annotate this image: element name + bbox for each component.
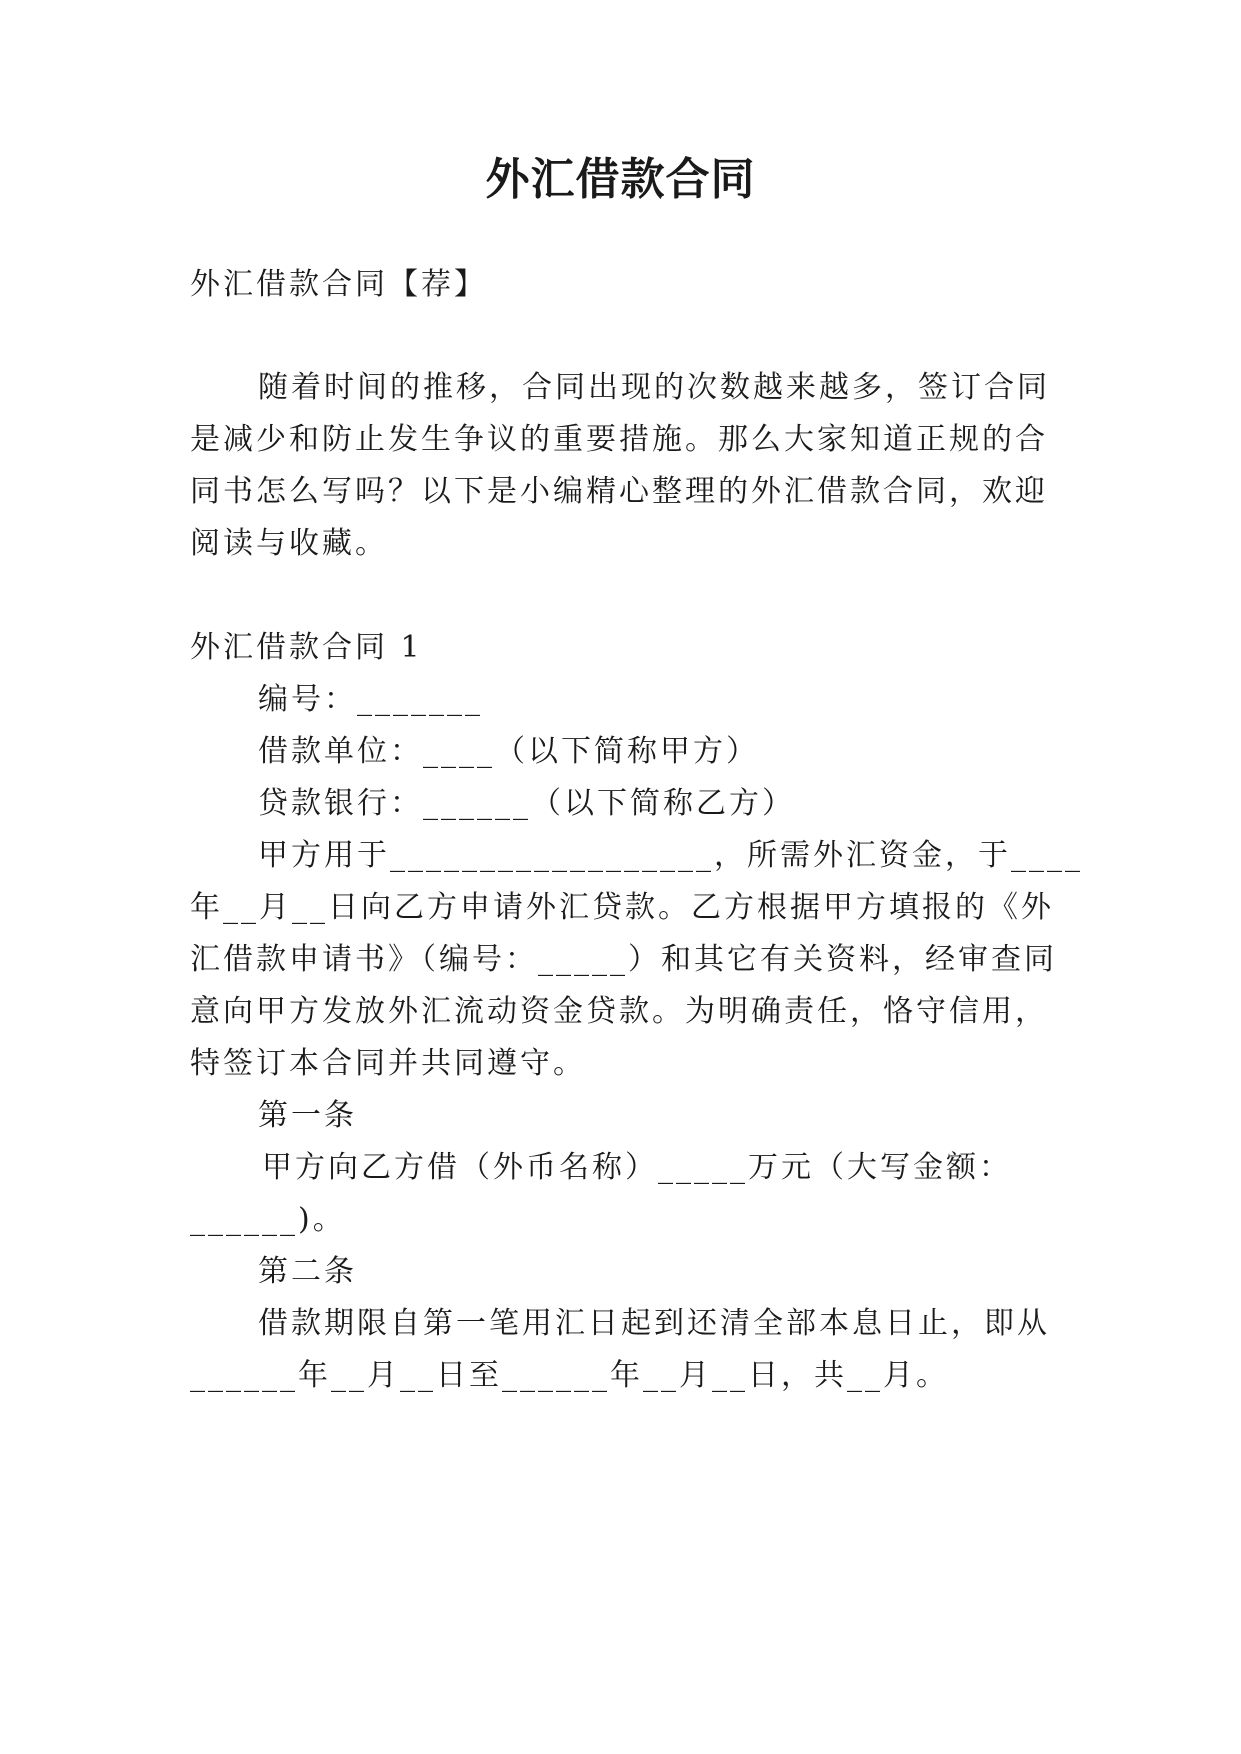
article-2-line-2: ______年__月__日至______年__月__日，共__月。 bbox=[190, 1358, 949, 1393]
intro-line-2: 是减少和防止发生争议的重要措施。那么大家知道正规的合 bbox=[190, 422, 1048, 457]
body-line-5: 特签订本合同并共同遵守。 bbox=[190, 1046, 586, 1081]
body-line-1: 甲方用于__________________，所需外汇资金，于____ bbox=[258, 838, 1083, 873]
field-lender: 贷款银行：______（以下简称乙方） bbox=[258, 786, 795, 821]
article-1-heading: 第一条 bbox=[258, 1098, 357, 1133]
document-title: 外汇借款合同 bbox=[485, 154, 756, 205]
field-number: 编号：_______ bbox=[258, 682, 483, 717]
body-line-4: 意向甲方发放外汇流动资金贷款。为明确责任，恪守信用， bbox=[190, 994, 1048, 1029]
intro-line-3: 同书怎么写吗？以下是小编精心整理的外汇借款合同，欢迎 bbox=[190, 474, 1048, 509]
intro-line-1: 随着时间的推移，合同出现的次数越来越多，签订合同 bbox=[258, 370, 1050, 405]
article-1-line-2: ______)。 bbox=[190, 1202, 346, 1237]
body-line-2: 年__月__日向乙方申请外汇贷款。乙方根据甲方填报的《外 bbox=[190, 890, 1054, 925]
intro-line-4: 阅读与收藏。 bbox=[190, 526, 388, 561]
field-borrower: 借款单位：____（以下简称甲方） bbox=[258, 734, 759, 769]
section-heading: 外汇借款合同 1 bbox=[190, 630, 423, 665]
body-line-3: 汇借款申请书》（编号：_____）和其它有关资料，经审查同 bbox=[190, 942, 1057, 977]
article-2-line-1: 借款期限自第一笔用汇日起到还清全部本息日止，即从 bbox=[258, 1306, 1050, 1341]
document-subtitle: 外汇借款合同【荐】 bbox=[190, 267, 487, 302]
article-2-heading: 第二条 bbox=[258, 1254, 357, 1289]
article-1-line-1: 甲方向乙方借（外币名称）_____万元（大写金额： bbox=[262, 1150, 1012, 1185]
